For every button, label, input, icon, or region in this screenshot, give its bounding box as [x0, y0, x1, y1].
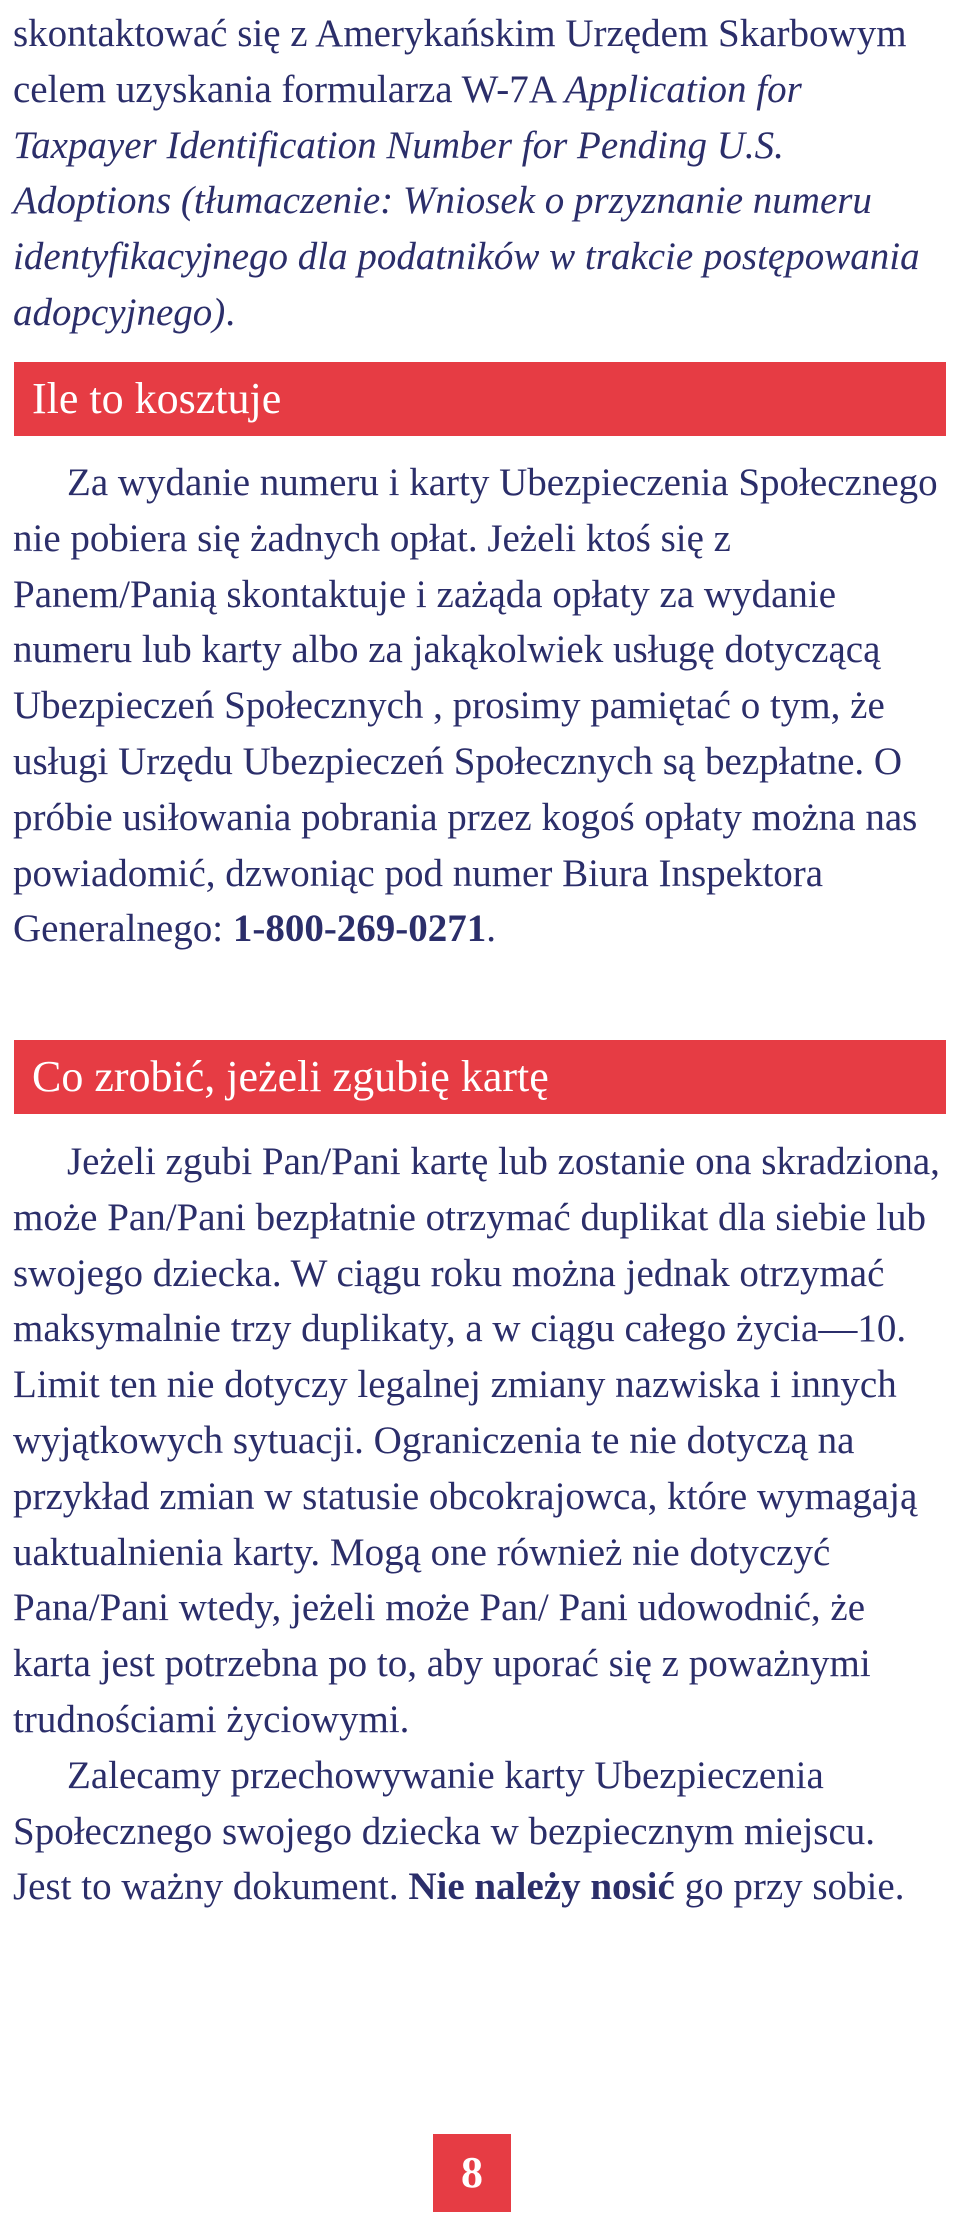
inspector-general-phone: 1-800-269-0271 — [232, 907, 487, 951]
page-number: 8 — [461, 2148, 483, 2197]
cost-paragraph — [13, 455, 943, 957]
cost-text-after: . — [486, 907, 497, 951]
lost-card-section-body — [13, 1134, 943, 1915]
lost-card-paragraph-1 — [13, 1134, 943, 1748]
section-heading-lost-card: Co zrobić, jeżeli zgubię kartę — [32, 1052, 549, 1101]
intro-form-title: Application for Taxpayer Identification Number for Pending U.S. Adoptions (tłumaczenie: Wniosek o przyznanie numeru identyfikacyjnego dla podatników w trakcie postępowania adopcyjnego) — [13, 67, 920, 334]
lost-card-paragraph-2-after: go przy sobie. — [674, 1865, 905, 1909]
intro-text-after: . — [225, 290, 236, 334]
intro-text-before: skontaktować się z Amerykańskim Urzędem Skarbowym celem uzyskania formularza W-7A — [13, 12, 907, 111]
do-not-carry-emphasis: Nie należy nosić — [408, 1865, 675, 1909]
section-heading-banner-lost-card — [14, 1040, 946, 1114]
section-heading-banner-cost — [14, 362, 946, 436]
page-number-badge — [433, 2134, 511, 2212]
lost-card-paragraph-1-text: Jeżeli zgubi Pan/Pani kartę lub zostanie ona skradziona, może Pan/Pani bezpłatnie otrzymać duplikat dla siebie lub swojego dziecka. W ciągu roku można jednak otrzymać maksymalnie trzy duplikaty, a w ciągu całego życia—10. Limit ten nie dotyczy legalnej zmiany nazwiska i innych wyjątkowych sytuacji. Ograniczenia te nie dotyczą na przykład zmian w statusie obcokrajowca, które wymagają uaktualnienia karty. Mogą one również nie dotyczyć Pana/Pani wtedy, jeżeli może Pan/ Pani udowodnić, że karta jest potrzebna po to, aby uporać się z poważnymi trudnościami życiowymi. — [13, 1140, 940, 1741]
intro-paragraph — [13, 6, 943, 341]
lost-card-paragraph-2 — [13, 1748, 943, 1915]
lost-card-paragraph-2-before: Zalecamy przechowywanie karty Ubezpieczenia Społecznego swojego dziecka w bezpiecznym miejscu. Jest to ważny dokument. — [13, 1753, 876, 1909]
cost-text-before: Za wydanie numeru i karty Ubezpieczenia Społecznego nie pobiera się żadnych opłat. Jeżeli ktoś się z Panem/Panią skontaktuje i zażąda opłaty za wydanie numeru lub karty albo za jakąkolwiek usługę dotyczącą Ubezpieczeń Społecznych , prosimy pamiętać o tym, że usługi Urzędu Ubezpieczeń Społecznych są bezpłatne. O próbie usiłowania pobrania przez kogoś opłaty można nas powiadomić, dzwoniąc pod numer Biura Inspektora Generalnego: — [13, 461, 938, 951]
section-heading-cost: Ile to kosztuje — [32, 374, 282, 423]
